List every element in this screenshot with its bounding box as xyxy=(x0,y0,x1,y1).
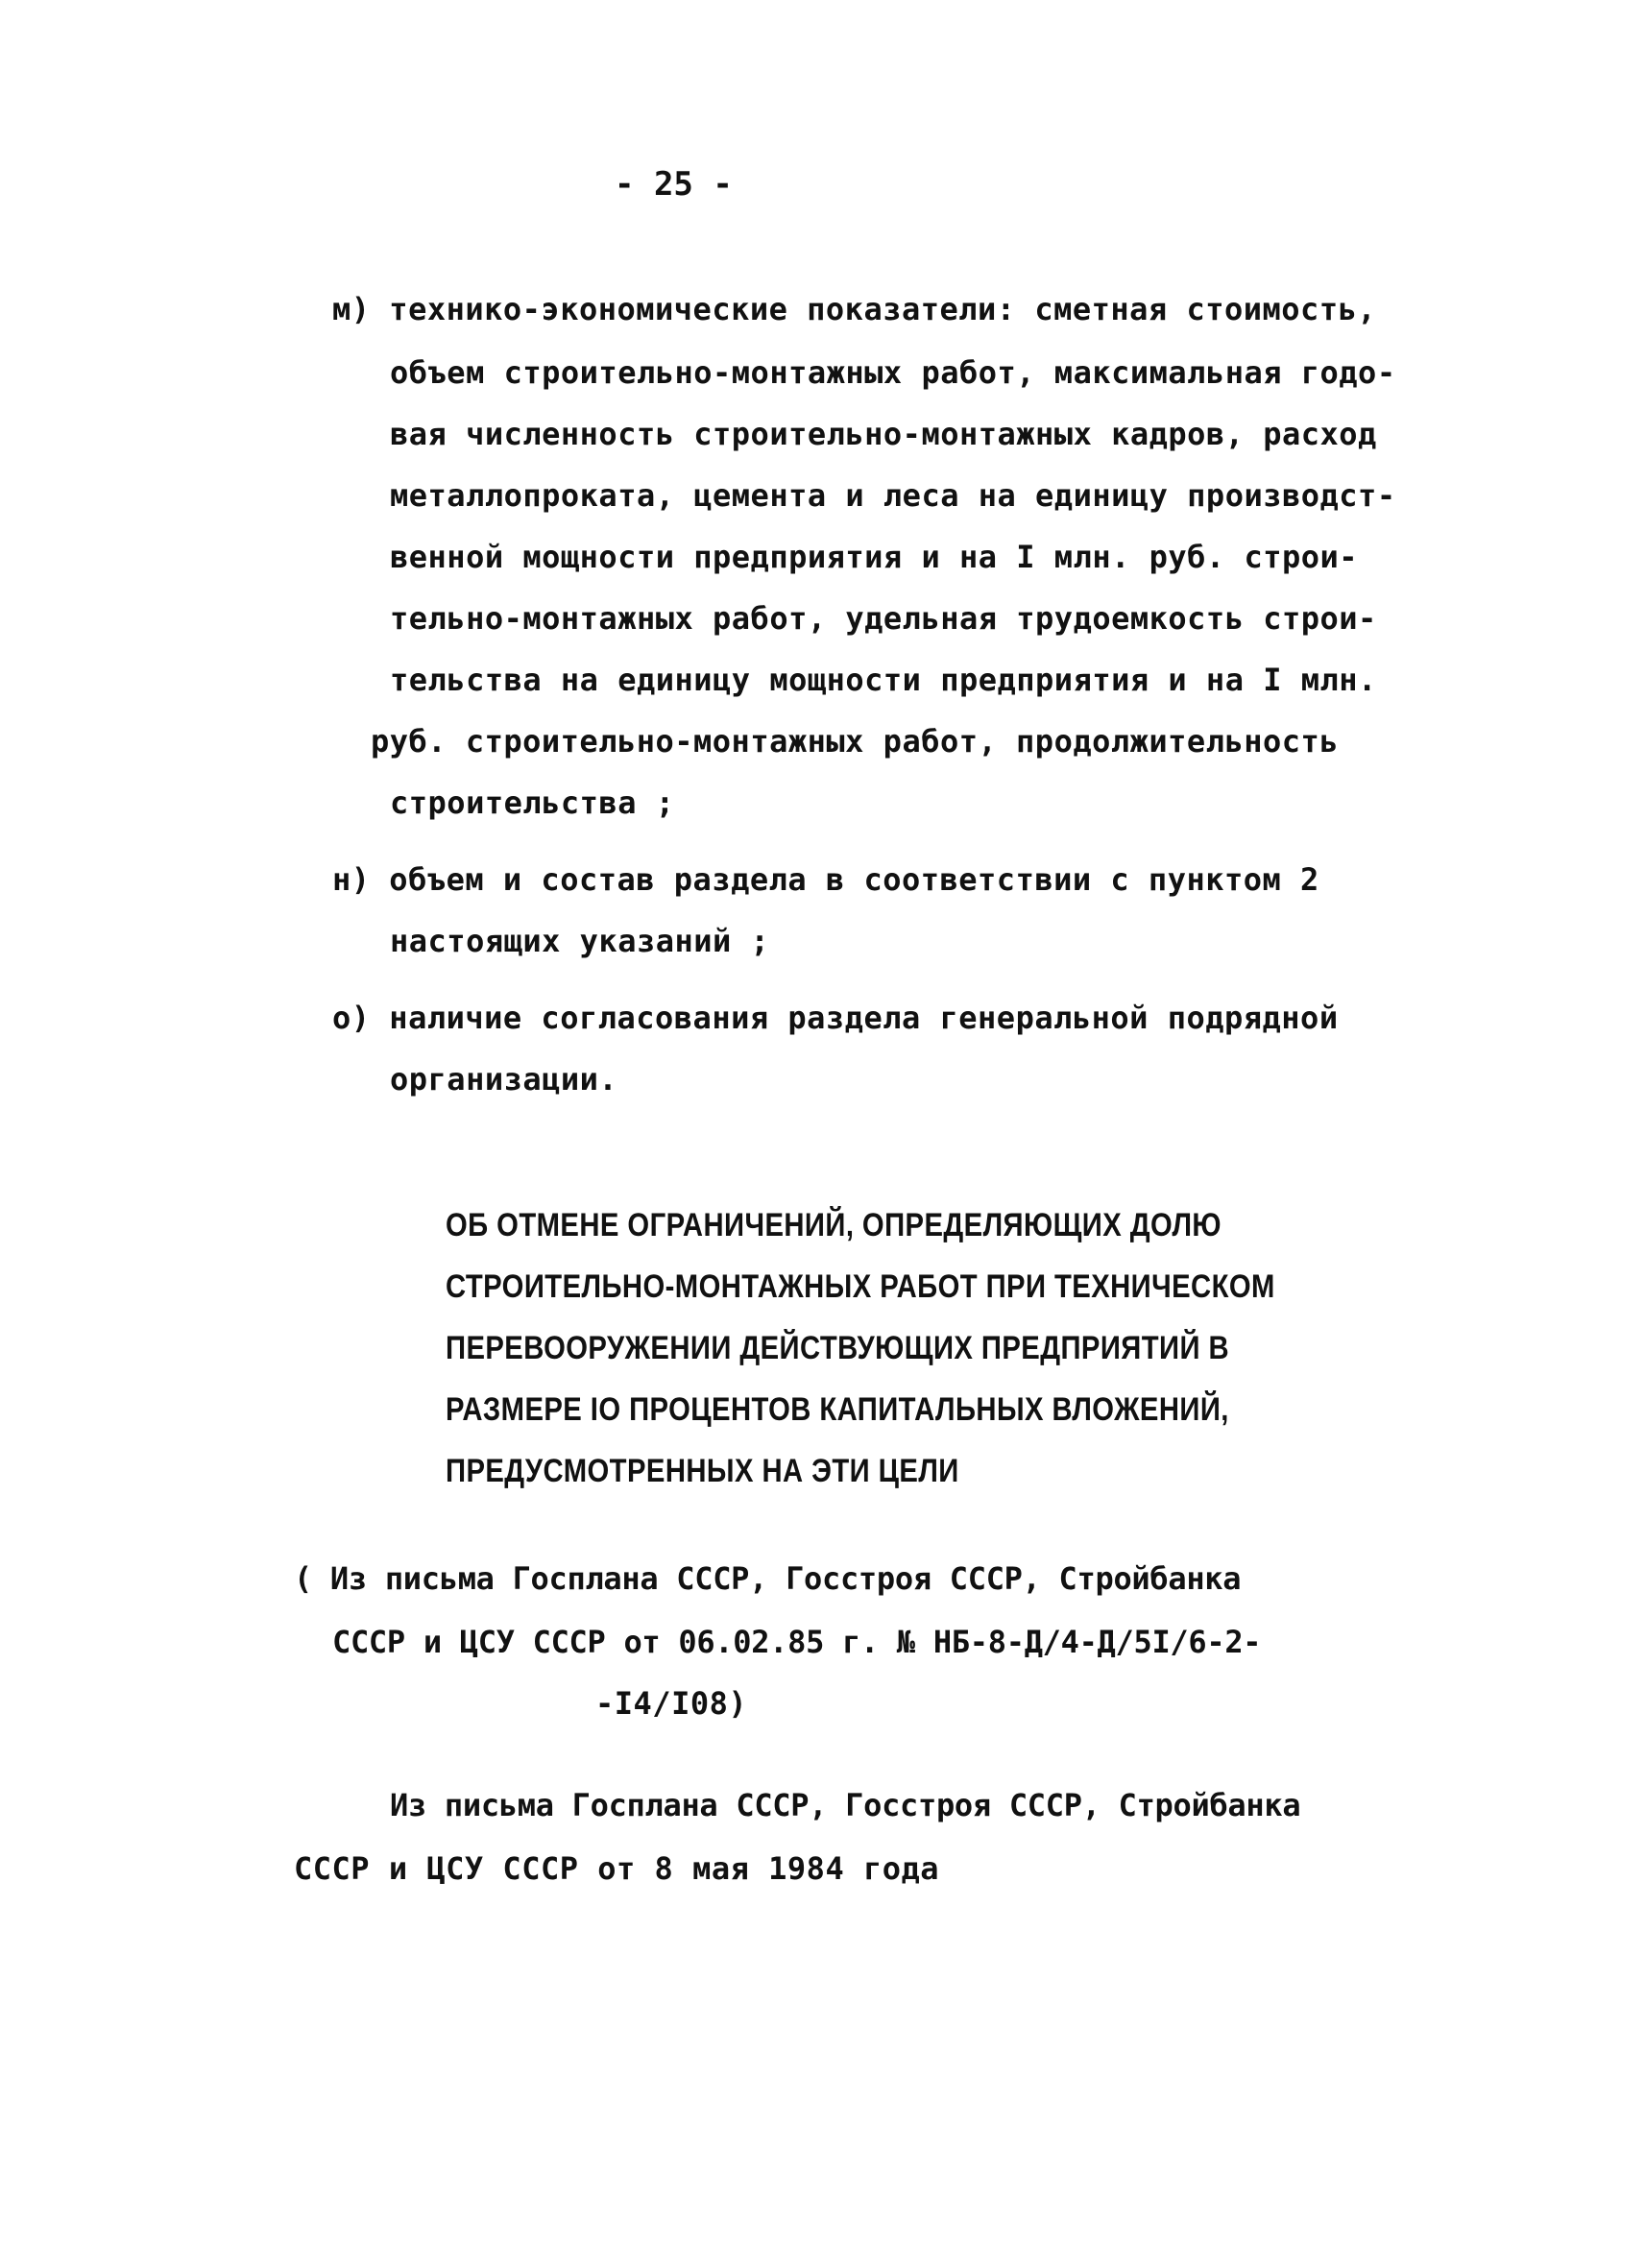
item-m-line-2: объем строительно-монтажных работ, максимальная годо- xyxy=(390,354,1396,391)
section-title-line-3: ПЕРЕВООРУЖЕНИИ ДЕЙСТВУЮЩИХ ПРЕДПРИЯТИЙ В xyxy=(446,1330,1230,1366)
item-m-line-1: м) технико-экономические показатели: сметная стоимость, xyxy=(332,291,1377,327)
section-title-line-4: РАЗМЕРЕ IO ПРОЦЕНТОВ КАПИТАЛЬНЫХ ВЛОЖЕНИЙ, xyxy=(446,1391,1229,1428)
section-title-line-5: ПРЕДУСМОТРЕННЫХ НА ЭТИ ЦЕЛИ xyxy=(446,1453,959,1489)
item-o-line-2: организации. xyxy=(390,1061,618,1098)
source-note-line-2: СССР и ЦСУ СССР от 06.02.85 г. № НБ-8-Д/4-Д/5I/6-2- xyxy=(332,1624,1262,1660)
item-o-line-1: о) наличие согласования раздела генеральной подрядной xyxy=(332,1000,1339,1036)
item-n-line-1: н) объем и состав раздела в соответствии с пунктом 2 xyxy=(332,861,1319,898)
letter-intro-line-1: Из письма Госплана СССР, Госстроя СССР, Стройбанка xyxy=(390,1787,1301,1823)
source-note-line-3: -I4/I08) xyxy=(595,1685,748,1722)
item-m-line-8: руб. строительно-монтажных работ, продолжительность xyxy=(371,723,1340,760)
item-n-line-2: настоящих указаний ; xyxy=(390,923,770,959)
source-note-line-1: ( Из письма Госплана СССР, Госстроя СССР, Стройбанка xyxy=(294,1560,1242,1597)
section-title-line-2: СТРОИТЕЛЬНО-МОНТАЖНЫХ РАБОТ ПРИ ТЕХНИЧЕСКОМ xyxy=(446,1268,1275,1305)
item-m-line-4: металлопроката, цемента и леса на единицу производст- xyxy=(390,477,1396,514)
page-number: - 25 - xyxy=(615,165,733,204)
item-m-line-6: тельно-монтажных работ, удельная трудоемкость строи- xyxy=(390,600,1377,637)
item-m-line-5: венной мощности предприятия и на I млн. руб. строи- xyxy=(390,539,1359,575)
item-m-line-9: строительства ; xyxy=(390,784,675,821)
letter-intro-line-2: СССР и ЦСУ СССР от 8 мая 1984 года xyxy=(294,1850,940,1887)
item-m-line-3: вая численность строительно-монтажных кадров, расход xyxy=(390,416,1377,452)
item-m-line-7: тельства на единицу мощности предприятия и на I млн. xyxy=(390,662,1377,698)
section-title-line-1: ОБ ОТМЕНЕ ОГРАНИЧЕНИЙ, ОПРЕДЕЛЯЮЩИХ ДОЛЮ xyxy=(446,1207,1222,1243)
